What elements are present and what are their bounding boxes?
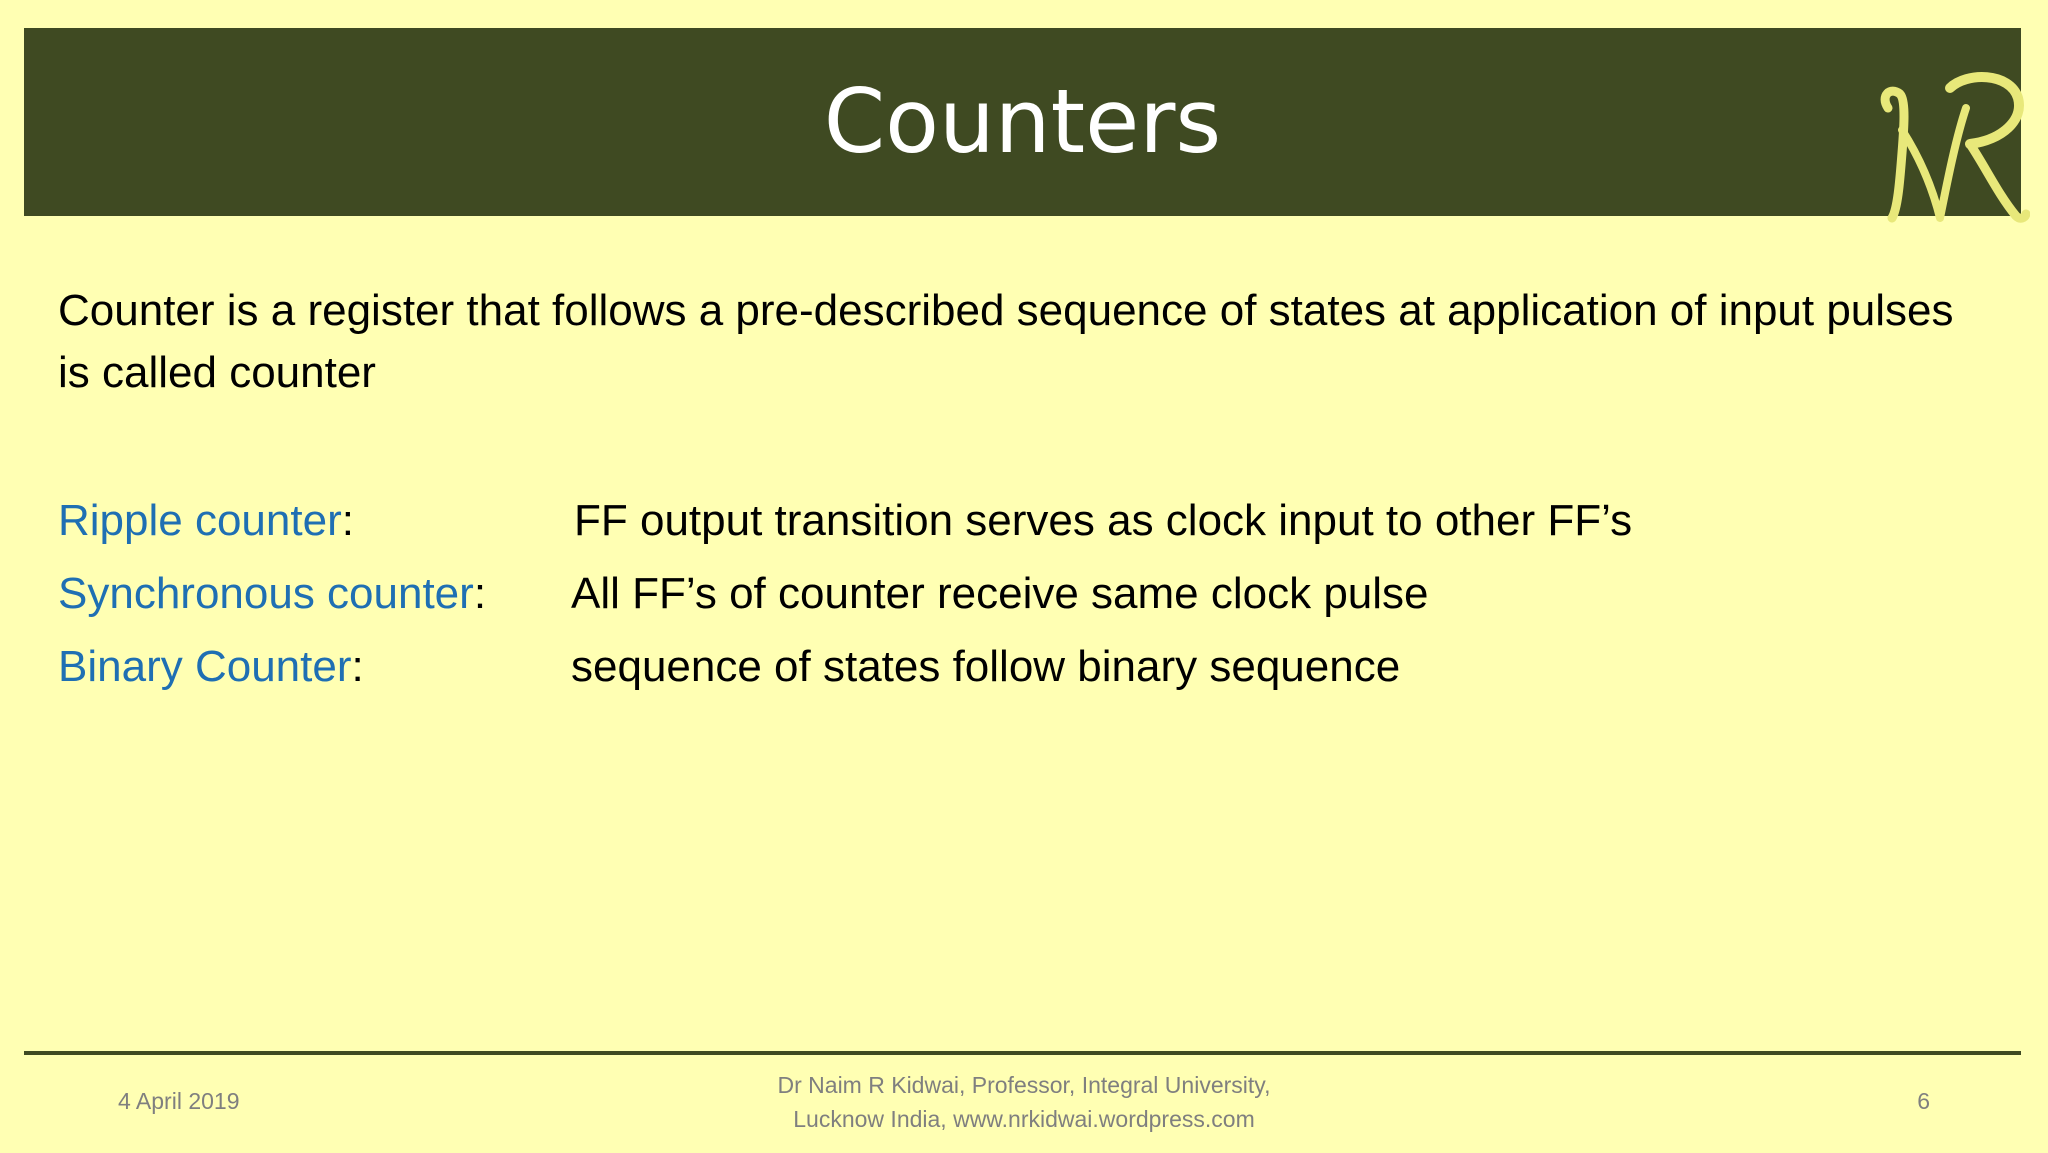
- term-ripple-counter: Ripple counter: [58, 496, 342, 545]
- footer-author: [724, 1068, 1324, 1136]
- description-synchronous-counter: All FF’s of counter receive same clock pulse: [571, 569, 1429, 618]
- footer-author-line-2: Lucknow India, www.nrkidwai.wordpress.com: [793, 1106, 1255, 1132]
- footer-divider: [24, 1051, 2021, 1055]
- term-colon: :: [473, 569, 487, 618]
- description-binary-counter: sequence of states follow binary sequence: [571, 642, 1401, 691]
- intro-paragraph: Counter is a register that follows a pre-described sequence of states at application of input pulses is called counter: [58, 286, 1954, 397]
- term-colon: :: [341, 496, 354, 545]
- footer-author-line-1: Dr Naim R Kidwai, Professor, Integral University,: [777, 1072, 1271, 1098]
- definition-ripple-counter: [58, 490, 1633, 552]
- description-ripple-counter: FF output transition serves as clock input to other FF’s: [574, 496, 1633, 545]
- footer-page-number: 6: [1917, 1088, 1930, 1114]
- footer-date: 4 April 2019: [118, 1088, 240, 1114]
- term-binary-counter: Binary Counter: [58, 642, 352, 691]
- definition-binary-counter: [58, 636, 1401, 698]
- slide-title: Counters: [823, 70, 1222, 173]
- title-bar: [24, 28, 2021, 216]
- term-colon: :: [351, 642, 364, 691]
- definition-synchronous-counter: [58, 563, 1429, 625]
- term-synchronous-counter: Synchronous counter: [58, 569, 474, 618]
- nr-logo: [1870, 68, 2030, 228]
